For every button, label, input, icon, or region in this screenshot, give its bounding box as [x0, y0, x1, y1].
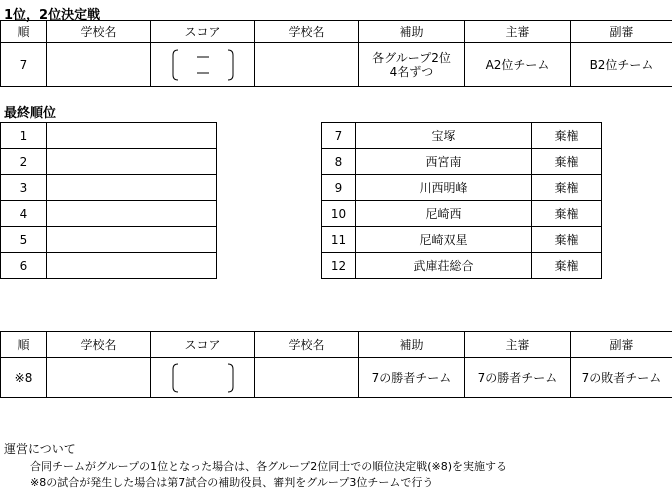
- status-cell: 棄権: [532, 149, 602, 175]
- score-cell: [151, 43, 255, 87]
- header-school-a: 学校名: [47, 332, 151, 358]
- status-cell: 棄権: [532, 201, 602, 227]
- school-cell: 武庫荘総合: [356, 253, 532, 279]
- match-no: ※8: [1, 358, 47, 398]
- status-cell: 棄権: [532, 123, 602, 149]
- table-row: [322, 227, 602, 253]
- status-cell: 棄権: [532, 227, 602, 253]
- score-brackets-icon: [168, 361, 238, 395]
- header-sub-ref: 副審: [571, 332, 672, 358]
- match-bottom-row: [1, 358, 672, 398]
- school-b-cell: [255, 43, 359, 87]
- rank-cell: 10: [322, 201, 356, 227]
- school-b-cell: [255, 358, 359, 398]
- final-rank-right-table: [321, 122, 602, 279]
- school-cell: 尼崎双星: [356, 227, 532, 253]
- final-rank-title: 最終順位: [4, 106, 57, 121]
- header-chief-ref: 主審: [465, 21, 571, 43]
- notes-line-1: 合同チームがグループの1位となった場合は、各グループ2位同士での順位決定戦(※8)を実施する: [30, 460, 508, 473]
- school-cell: [47, 253, 217, 279]
- rank-cell: 2: [1, 149, 47, 175]
- score-brackets-icon: [168, 46, 238, 84]
- school-cell: [47, 149, 217, 175]
- table-row: [1, 175, 217, 201]
- header-assist: 補助: [359, 21, 465, 43]
- table-row: [322, 175, 602, 201]
- sub-ref-cell: 7の敗者チーム: [571, 358, 672, 398]
- table-row: [1, 201, 217, 227]
- school-cell: [47, 175, 217, 201]
- school-a-cell: [47, 358, 151, 398]
- rank-cell: 6: [1, 253, 47, 279]
- header-chief-ref: 主審: [465, 332, 571, 358]
- table-row: [322, 201, 602, 227]
- table-row: [1, 253, 217, 279]
- match-bottom-header-row: [1, 332, 672, 358]
- rank-cell: 4: [1, 201, 47, 227]
- header-assist: 補助: [359, 332, 465, 358]
- table-row: [322, 149, 602, 175]
- table-row: [1, 149, 217, 175]
- header-score: スコア: [151, 332, 255, 358]
- header-no: 順: [1, 21, 47, 43]
- header-school-b: 学校名: [255, 21, 359, 43]
- header-no: 順: [1, 332, 47, 358]
- rank-cell: 12: [322, 253, 356, 279]
- assist-line2: 4名ずつ: [389, 64, 434, 79]
- rank-cell: 9: [322, 175, 356, 201]
- header-sub-ref: 副審: [571, 21, 672, 43]
- notes-title: 運営について: [4, 442, 76, 456]
- chief-ref-cell: 7の勝者チーム: [465, 358, 571, 398]
- match-top-table: [0, 20, 672, 87]
- rank-cell: 7: [322, 123, 356, 149]
- school-cell: 川西明峰: [356, 175, 532, 201]
- match-no: 7: [1, 43, 47, 87]
- match-bottom-table: [0, 331, 672, 398]
- rank-cell: 5: [1, 227, 47, 253]
- status-cell: 棄権: [532, 175, 602, 201]
- score-cell: [151, 358, 255, 398]
- rank-cell: 8: [322, 149, 356, 175]
- status-cell: 棄権: [532, 253, 602, 279]
- table-row: [1, 123, 217, 149]
- chief-ref-cell: A2位チーム: [465, 43, 571, 87]
- header-score: スコア: [151, 21, 255, 43]
- final-rank-left-table: [0, 122, 217, 279]
- match-top-row: [1, 43, 672, 87]
- school-cell: 宝塚: [356, 123, 532, 149]
- school-cell: 西宮南: [356, 149, 532, 175]
- school-cell: [47, 123, 217, 149]
- school-a-cell: [47, 43, 151, 87]
- school-cell: [47, 227, 217, 253]
- sub-ref-cell: B2位チーム: [571, 43, 672, 87]
- rank-cell: 1: [1, 123, 47, 149]
- table-row: [1, 227, 217, 253]
- assist-cell: 7の勝者チーム: [359, 358, 465, 398]
- school-cell: [47, 201, 217, 227]
- rank-cell: 3: [1, 175, 47, 201]
- school-cell: 尼崎西: [356, 201, 532, 227]
- table-row: [322, 253, 602, 279]
- rank-cell: 11: [322, 227, 356, 253]
- header-school-a: 学校名: [47, 21, 151, 43]
- match-top-title: 1位，2位決定戦: [4, 8, 101, 23]
- table-row: [322, 123, 602, 149]
- match-top-header-row: [1, 21, 672, 43]
- assist-line1: 各グループ2位: [372, 50, 451, 65]
- notes-line-2: ※8の試合が発生した場合は第7試合の補助役員、審判をグループ3位チームで行う: [30, 476, 434, 489]
- header-school-b: 学校名: [255, 332, 359, 358]
- assist-cell: [359, 43, 465, 87]
